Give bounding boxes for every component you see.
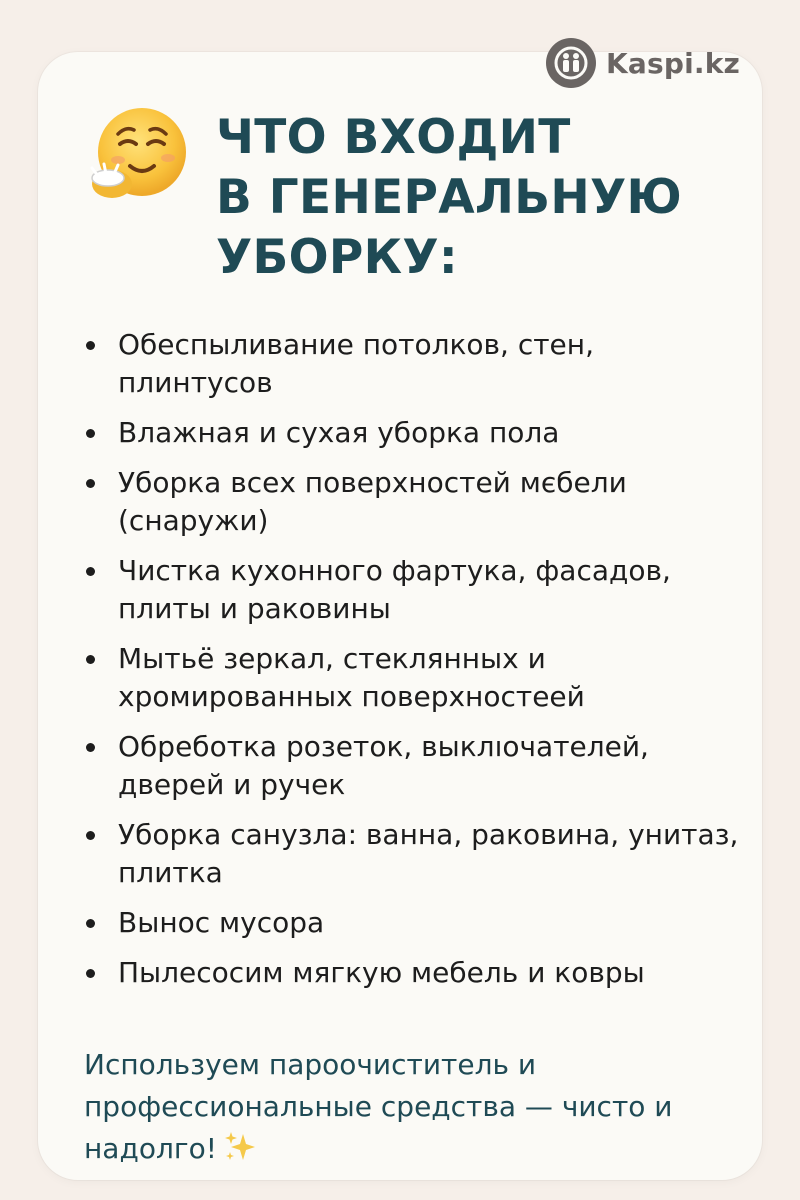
services-list <box>84 326 744 1004</box>
list-item <box>84 552 744 628</box>
list-item <box>84 816 744 892</box>
list-item <box>84 954 744 992</box>
footer-text: Используем пароочиститель и профессиональные средства — чисто и надолго! <box>84 1048 673 1165</box>
list-item-text: Обреботка розеток, выклıочателей, дверей и ручек <box>118 730 649 801</box>
bullet <box>86 341 95 350</box>
footer-note <box>84 1044 704 1176</box>
list-item-text: Чистка кухонного фартука, фасадов, плиты и раковины <box>118 554 671 625</box>
title-line: УБОРКУ: <box>216 230 459 285</box>
list-item <box>84 640 744 716</box>
list-item-text: Пылесосим мягкую мебель и ковры <box>118 956 645 989</box>
list-item <box>84 414 744 452</box>
list-item <box>84 326 744 402</box>
list-item <box>84 728 744 804</box>
bullet <box>86 567 95 576</box>
relieved-face-icon <box>86 104 190 208</box>
list-item-text: Мытьё зеркал, стеклянных и хромированных поверхностеей <box>118 642 585 713</box>
bullet <box>86 479 95 488</box>
list-item <box>84 904 744 942</box>
kaspi-logo-icon <box>546 38 596 88</box>
bullet <box>86 655 95 664</box>
title-line: В ГЕНЕРАЛЬНУЮ <box>216 170 683 225</box>
sparkles-icon <box>223 1130 257 1176</box>
title-line: ЧТО ВХОДИТ <box>216 110 571 165</box>
brand-watermark <box>546 38 740 88</box>
bullet <box>86 743 95 752</box>
list-item <box>84 464 744 540</box>
bullet <box>86 969 95 978</box>
bullet <box>86 831 95 840</box>
list-item-text: Уборка всех поверхностей мєбели (снаружи) <box>118 466 627 537</box>
brand-name: Kaspi.kz <box>606 46 741 80</box>
bullet <box>86 429 95 438</box>
list-item-text: Влажная и сухая уборка пола <box>118 416 560 449</box>
list-item-text: Обеспыливание потолков, стен, плинтусов <box>118 328 594 399</box>
page-title <box>216 108 756 288</box>
bullet <box>86 919 95 928</box>
list-item-text: Вынос мусора <box>118 906 325 939</box>
list-item-text: Уборка санузла: ванна, раковина, унитаз, плитка <box>118 818 739 889</box>
